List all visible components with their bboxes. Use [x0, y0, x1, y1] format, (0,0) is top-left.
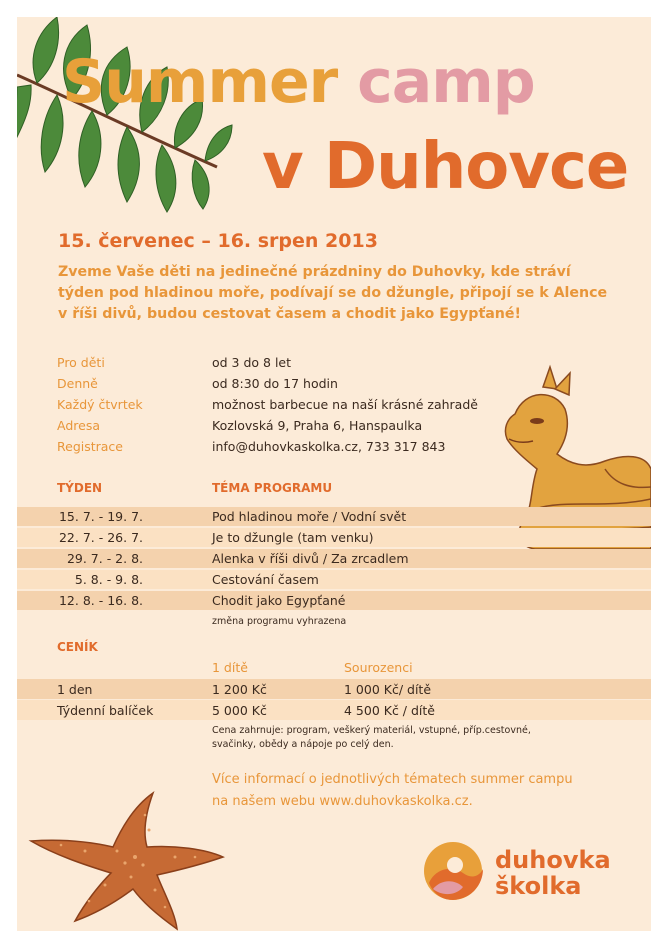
price-one-child: 5 000 Kč [212, 703, 267, 718]
camp-dates: 15. červenec – 16. srpen 2013 [58, 230, 378, 252]
theme-cell: Chodit jako Egypťané [212, 593, 346, 608]
price-label: Týdenní balíček [57, 703, 154, 718]
poster [17, 17, 651, 931]
more-info-line2: na našem webu www.duhovkaskolka.cz. [212, 794, 473, 809]
table-row [17, 507, 651, 526]
logo-line1: duhovka [495, 846, 611, 874]
title-summer: Summer [62, 47, 338, 117]
logo-text [495, 847, 611, 899]
price-one-child: 1 200 Kč [212, 682, 267, 697]
info-label: Denně [57, 376, 98, 391]
info-value: od 3 do 8 let [212, 355, 292, 370]
info-label: Registrace [57, 439, 123, 454]
starfish-illustration [25, 785, 225, 931]
intro-text: Zveme Vaše děti na jedinečné prázdniny do Duhovky, kde stráví týden pod hladinou moře, podívají se do džungle, připojí se k Alence v říši divů, budou cestovat časem a chodit jako Egypťané! [58, 264, 608, 322]
theme-cell: Cestování časem [212, 572, 319, 587]
title-line2: v Duhovce [262, 130, 629, 204]
program-note: změna programu vyhrazena [212, 616, 347, 627]
info-label: Adresa [57, 418, 100, 433]
price-includes [212, 724, 572, 752]
table-row [17, 700, 651, 720]
table-row [17, 679, 651, 699]
info-value: Kozlovská 9, Praha 6, Hanspaulka [212, 418, 423, 433]
pricing-col-siblings: Sourozenci [344, 660, 413, 675]
price-label: 1 den [57, 682, 93, 697]
week-cell: 29. 7. - 2. 8. [66, 551, 143, 566]
price-includes-line1: Cena zahrnuje: program, veškerý materiál, vstupné, příp.cestovné, [212, 725, 531, 736]
info-label: Pro děti [57, 355, 105, 370]
logo-line2: školka [495, 872, 582, 900]
week-cell: 12. 8. - 16. 8. [58, 593, 143, 608]
program-header-theme: TÉMA PROGRAMU [212, 481, 333, 495]
theme-cell: Je to džungle (tam venku) [212, 530, 374, 545]
info-label: Každý čtvrtek [57, 397, 143, 412]
info-value: info@duhovkaskolka.cz, 733 317 843 [212, 439, 446, 454]
price-siblings: 4 500 Kč / dítě [344, 703, 435, 718]
duhovka-logo-icon [419, 839, 489, 903]
title-line1 [62, 47, 535, 117]
title-camp: camp [357, 47, 535, 117]
info-value: možnost barbecue na naší krásné zahradě [212, 397, 478, 412]
week-cell: 22. 7. - 26. 7. [58, 530, 143, 545]
more-info [212, 769, 573, 813]
table-row [17, 549, 651, 568]
table-row [17, 570, 651, 589]
week-cell: 5. 8. - 9. 8. [74, 572, 143, 587]
theme-cell: Pod hladinou moře / Vodní svět [212, 509, 407, 524]
pricing-col-one-child: 1 dítě [212, 660, 248, 675]
info-value: od 8:30 do 17 hodin [212, 376, 338, 391]
price-includes-line2: svačinky, obědy a nápoje po celý den. [212, 739, 394, 750]
table-row [17, 528, 651, 547]
theme-cell: Alenka v říši divů / Za zrcadlem [212, 551, 409, 566]
more-info-line1: Více informací o jednotlivých tématech summer campu [212, 772, 573, 787]
week-cell: 15. 7. - 19. 7. [58, 509, 143, 524]
table-row [17, 591, 651, 610]
program-header-week: TÝDEN [57, 481, 103, 495]
price-siblings: 1 000 Kč/ dítě [344, 682, 432, 697]
pricing-header: CENÍK [57, 640, 98, 654]
